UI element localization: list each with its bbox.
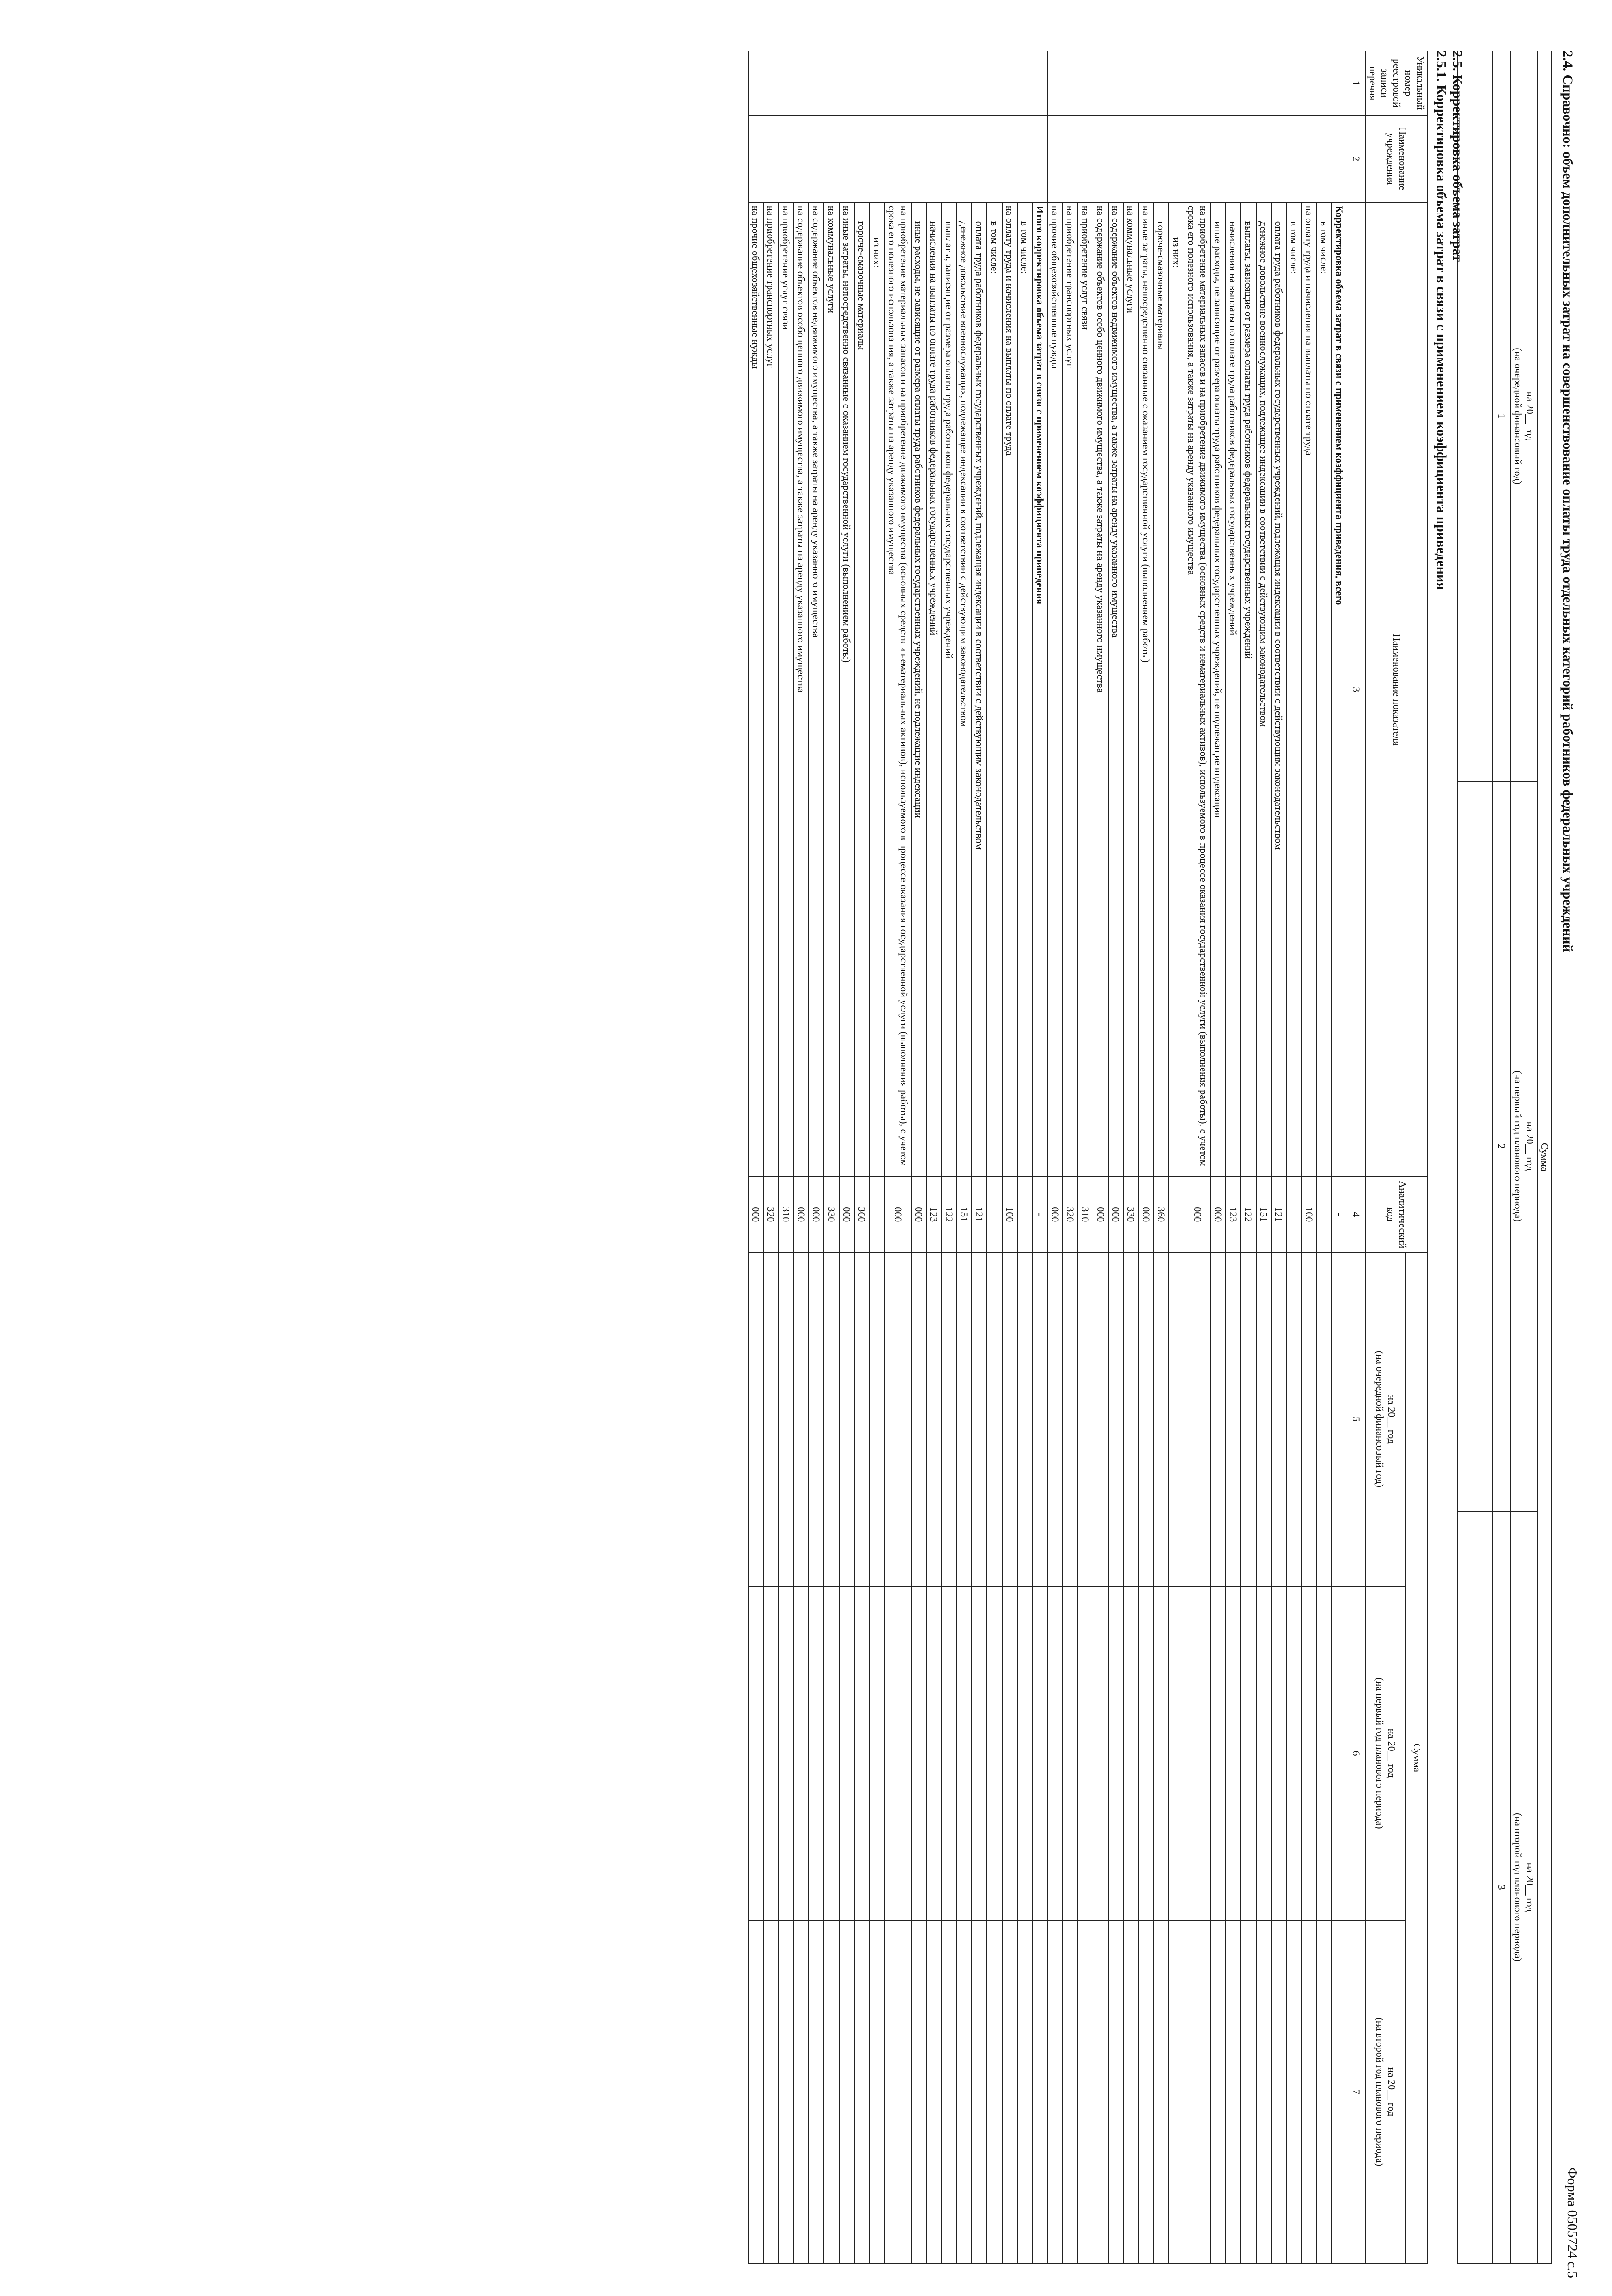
indicator-label: на содержание объектов недвижимого имущества, а также затраты на аренду указанного имущества [809, 203, 824, 1177]
analytic-code [869, 1177, 885, 1252]
sum-value-cell[interactable] [839, 1252, 854, 1586]
institution-name-header: Наименование учреждения [1365, 115, 1428, 203]
sum-value-cell[interactable] [1169, 1252, 1184, 1586]
sum-value-cell[interactable] [972, 1920, 987, 2263]
col-year-2-header: на 20__ год (на первый год планового периода) [1511, 781, 1537, 1511]
section-2-4-title: 2.4. Справочно: объем дополнительных затрат на совершенствование оплаты труда отдельных категорий работников федеральных учреждений [1560, 51, 1575, 952]
analytic-code: 151 [1256, 1177, 1271, 1252]
sum-value-cell[interactable] [987, 1586, 1002, 1920]
table-row [763, 51, 778, 2263]
col-number: 2 [1492, 781, 1511, 1511]
col-number: 6 [1347, 1586, 1365, 1920]
sum-value-cell[interactable] [885, 1586, 911, 1920]
sum-value-cell[interactable] [824, 1586, 839, 1920]
sum-value-cell[interactable] [1286, 1252, 1302, 1586]
indicator-label: в том числе: [1317, 203, 1332, 1177]
sum-value-cell[interactable] [1256, 1252, 1271, 1586]
table-row [1123, 51, 1139, 2263]
sum-value-cell[interactable] [1093, 1586, 1108, 1920]
table-row [824, 51, 839, 2263]
col-year-2-header: на 20__ год (на первый год планового периода) [1365, 1586, 1406, 1920]
indicator-label: в том числе: [1286, 203, 1302, 1177]
col-number: 3 [1347, 203, 1365, 1177]
table-row [1286, 51, 1302, 2263]
table-row [1302, 51, 1317, 2263]
sum-value-cell[interactable] [1286, 1920, 1302, 2263]
sum-value-cell[interactable] [1017, 1586, 1032, 1920]
col-number: 1 [1492, 51, 1511, 781]
sum-value-cell[interactable] [1108, 1920, 1123, 2263]
table-row [1184, 51, 1211, 2263]
analytic-code-header: Аналитический код [1365, 1177, 1428, 1252]
section-2-5-title: 2.5. Корректировка объема затрат [1450, 51, 1465, 262]
sum-value-cell[interactable] [1169, 1920, 1184, 2263]
table-row [911, 51, 926, 2263]
sum-value-cell[interactable] [1332, 1252, 1347, 1586]
sum-value-cell[interactable] [1256, 1920, 1271, 2263]
sum-value-cell[interactable] [1123, 1920, 1139, 2263]
table-row [1002, 51, 1017, 2263]
sum-value-cell[interactable] [1002, 1252, 1017, 1586]
table-row [1154, 51, 1169, 2263]
sum-value-cell[interactable] [1139, 1920, 1154, 2263]
analytic-code: 320 [1063, 1177, 1078, 1252]
sum-value-cell[interactable] [1154, 1586, 1169, 1920]
indicator-label: на коммунальные услуги [1123, 203, 1139, 1177]
sum-value-cell[interactable] [957, 1252, 972, 1586]
col-year-1-header: на 20__ год (на очередной финансовый год) [1511, 51, 1537, 781]
sum-value-cell[interactable] [763, 1920, 778, 2263]
table-row [1048, 51, 1063, 2263]
sum-value-cell[interactable] [911, 1252, 926, 1586]
sum-value-cell[interactable] [1241, 1920, 1256, 2263]
sum-value-cell[interactable] [854, 1586, 869, 1920]
col-year-3-header: на 20__ год (на второй год планового периода) [1365, 1920, 1406, 2263]
analytic-code: 100 [1002, 1177, 1017, 1252]
reg-no-header: Уникальный номер реестровой записи перечня [1365, 51, 1428, 115]
institution-name-cell[interactable] [1048, 115, 1347, 203]
sum-value-cell[interactable] [1093, 1252, 1108, 1586]
table-row [1078, 51, 1093, 2263]
sum-value-cell[interactable] [1078, 1920, 1093, 2263]
sum-value-cell[interactable] [824, 1920, 839, 2263]
sum-value-cell[interactable] [926, 1586, 941, 1920]
analytic-code: 000 [1211, 1177, 1226, 1252]
sum-header: Сумма [1537, 51, 1552, 2263]
indicator-label: горюче-смазочные материалы [854, 203, 869, 1177]
sum-value-cell[interactable] [1184, 1252, 1211, 1586]
sum-value-cell[interactable] [1032, 1586, 1048, 1920]
analytic-code: 123 [926, 1177, 941, 1252]
analytic-code [1317, 1177, 1332, 1252]
analytic-code: 000 [839, 1177, 854, 1252]
sum-value-cell[interactable] [957, 1920, 972, 2263]
reg-no-cell[interactable] [1048, 51, 1347, 115]
indicator-label: на коммунальные услуги [824, 203, 839, 1177]
col-number: 4 [1347, 1177, 1365, 1252]
analytic-code: 310 [1078, 1177, 1093, 1252]
sum-value-cell[interactable] [911, 1586, 926, 1920]
analytic-code: 000 [1108, 1177, 1123, 1252]
sum-value-cell[interactable] [1063, 1920, 1078, 2263]
sum-value-cell[interactable] [1286, 1586, 1302, 1920]
table-row [941, 51, 957, 2263]
analytic-code: 000 [1184, 1177, 1211, 1252]
col-number: 3 [1492, 1511, 1511, 2263]
analytic-code: 000 [1139, 1177, 1154, 1252]
indicator-label: на оплату труда и начисления на выплаты по оплате труда [1002, 203, 1017, 1177]
sum-value-cell[interactable] [1093, 1920, 1108, 2263]
sum-value-cell[interactable] [1002, 1920, 1017, 2263]
indicator-label: начисления на выплаты по оплате труда работников федеральных государственных учреждений [1226, 203, 1241, 1177]
table-row [1108, 51, 1123, 2263]
sum-value-cell[interactable] [1048, 1920, 1063, 2263]
sum-value-cell[interactable] [911, 1920, 926, 2263]
indicator-label: на содержание объектов особо ценного движимого имущества, а также затраты на аренду указанного имущества [794, 203, 809, 1177]
sum-value-cell[interactable] [941, 1920, 957, 2263]
correction-rows-block [1048, 51, 1347, 2263]
sum-value-cell[interactable] [1317, 1586, 1332, 1920]
sum-value-cell[interactable] [1226, 1586, 1241, 1920]
analytic-code: 122 [1241, 1177, 1256, 1252]
analytic-code: 330 [824, 1177, 839, 1252]
sum-value-cell[interactable] [1139, 1586, 1154, 1920]
indicator-label: выплаты, зависящие от размера оплаты труда работников федеральных государственных учреждений [1241, 203, 1256, 1177]
table-row [1139, 51, 1154, 2263]
sum-value-cell[interactable] [1002, 1586, 1017, 1920]
indicator-label: на прочие общехозяйственные нужды [1048, 203, 1063, 1177]
table-row [1063, 51, 1078, 2263]
sum-value-cell[interactable] [1256, 1586, 1271, 1920]
sum-value-cell[interactable] [1271, 1920, 1286, 2263]
table-row [1241, 51, 1256, 2263]
indicator-label: оплата труда работников федеральных государственных учреждений, подлежащая индексации в соответствии с действующим законодательством [1271, 203, 1286, 1177]
sum-value-cell[interactable] [794, 1586, 809, 1920]
indicator-label: на приобретение материальных запасов и на приобретение движимого имущества (основных средств и нематериальных активов), используемого в процессе оказания государственной услуги (выполнения работы), с учетом срока его полезного использования, а также затраты на аренду указанного имущества [1184, 203, 1211, 1177]
sum-value-cell[interactable] [1241, 1252, 1256, 1586]
analytic-code: 121 [1271, 1177, 1286, 1252]
sum-value-cell[interactable] [763, 1586, 778, 1920]
sum-value-cell[interactable] [1108, 1586, 1123, 1920]
indicator-label: иные расходы, не зависящие от размера оплаты труда работников федеральных государственных учреждений, не подлежащие индексации [1211, 203, 1226, 1177]
table-row [885, 51, 911, 2263]
sum-value-cell[interactable] [854, 1920, 869, 2263]
sum-value-cell[interactable] [987, 1920, 1002, 2263]
supplementary-costs-table [1457, 51, 1552, 2264]
sum-value-cell[interactable] [1271, 1252, 1286, 1586]
sum-value-cell[interactable] [972, 1586, 987, 1920]
cost-correction-table [748, 51, 1428, 2264]
col-year-3-header: на 20__ год (на второй год планового периода) [1511, 1511, 1537, 2263]
sum-value-cell[interactable] [987, 1252, 1002, 1586]
table-row [1032, 51, 1048, 2263]
sum-value-cell[interactable] [809, 1586, 824, 1920]
sum-value-cell[interactable] [748, 1920, 763, 2263]
indicator-header: Наименование показателя [1365, 203, 1428, 1177]
sum-value-cell[interactable] [972, 1252, 987, 1586]
sum-value-cell[interactable] [1317, 1920, 1332, 2263]
sum-value-cell[interactable] [1139, 1252, 1154, 1586]
sum-value-cell[interactable] [1211, 1252, 1226, 1586]
analytic-code [1017, 1177, 1032, 1252]
analytic-code: 151 [957, 1177, 972, 1252]
sum-value-cell[interactable] [869, 1252, 885, 1586]
analytic-code [1169, 1177, 1184, 1252]
sum-value-cell[interactable] [839, 1586, 854, 1920]
sum-value-cell[interactable] [941, 1586, 957, 1920]
col-number: 1 [1347, 51, 1365, 115]
sum-value-cell[interactable] [957, 1586, 972, 1920]
table-row [809, 51, 824, 2263]
sum-value-cell[interactable] [748, 1586, 763, 1920]
analytic-code: 000 [748, 1177, 763, 1252]
analytic-code: 122 [941, 1177, 957, 1252]
sum-value-cell[interactable] [1302, 1252, 1317, 1586]
analytic-code: - [1032, 1177, 1048, 1252]
indicator-label: на приобретение транспортных услуг [1063, 203, 1078, 1177]
analytic-code: 000 [809, 1177, 824, 1252]
table-row [957, 51, 972, 2263]
value-cell[interactable] [1457, 1511, 1492, 2263]
sum-value-cell[interactable] [885, 1920, 911, 2263]
sum-value-cell[interactable] [794, 1920, 809, 2263]
sum-value-cell[interactable] [941, 1252, 957, 1586]
sum-value-cell[interactable] [926, 1252, 941, 1586]
sum-value-cell[interactable] [1302, 1586, 1317, 1920]
sum-value-cell[interactable] [1123, 1586, 1139, 1920]
section-2-5-1-title: 2.5.1. Корректировка объема затрат в связи с применением коэффициента приведения [1434, 51, 1449, 590]
sum-value-cell[interactable] [1241, 1586, 1256, 1920]
sum-value-cell[interactable] [809, 1252, 824, 1586]
indicator-label: Итого корректировка объема затрат в связи с применением коэффициента приведения [1032, 203, 1048, 1177]
sum-value-cell[interactable] [1154, 1920, 1169, 2263]
sum-value-cell[interactable] [1017, 1920, 1032, 2263]
sum-value-cell[interactable] [885, 1252, 911, 1586]
col-number: 7 [1347, 1920, 1365, 2263]
sum-value-cell[interactable] [1063, 1252, 1078, 1586]
sum-value-cell[interactable] [1063, 1586, 1078, 1920]
total-correction-rows-block [748, 51, 1048, 2263]
sum-value-cell[interactable] [926, 1920, 941, 2263]
indicator-label: на иные затраты, непосредственно связанные с оказанием государственной услуги (выполнением работы) [839, 203, 854, 1177]
indicator-label: на прочие общехозяйственные нужды [748, 203, 763, 1177]
sum-value-cell[interactable] [1123, 1252, 1139, 1586]
sum-value-cell[interactable] [1271, 1586, 1286, 1920]
sum-value-cell[interactable] [1226, 1252, 1241, 1586]
sum-value-cell[interactable] [763, 1252, 778, 1586]
indicator-label: горюче-смазочные материалы [1154, 203, 1169, 1177]
sum-value-cell[interactable] [854, 1252, 869, 1586]
analytic-code: 000 [794, 1177, 809, 1252]
sum-value-cell[interactable] [1184, 1586, 1211, 1920]
sum-value-cell[interactable] [839, 1920, 854, 2263]
indicator-label: денежное довольствие военнослужащих, подлежащее индексации в соответствии с действующим законодательством [957, 203, 972, 1177]
analytic-code [1286, 1177, 1302, 1252]
indicator-label: оплата труда работников федеральных государственных учреждений, подлежащая индексации в соответствии с действующим законодательством [972, 203, 987, 1177]
indicator-label: на иные затраты, непосредственно связанные с оказанием государственной услуги (выполнением работы) [1139, 203, 1154, 1177]
analytic-code [987, 1177, 1002, 1252]
sum-value-cell[interactable] [1032, 1920, 1048, 2263]
indicator-label: в том числе: [987, 203, 1002, 1177]
sum-value-cell[interactable] [1154, 1252, 1169, 1586]
analytic-code: 330 [1123, 1177, 1139, 1252]
sum-value-cell[interactable] [1017, 1252, 1032, 1586]
sum-value-cell[interactable] [1078, 1252, 1093, 1586]
sum-value-cell[interactable] [1302, 1920, 1317, 2263]
table-row [778, 51, 794, 2263]
sum-value-cell[interactable] [1108, 1252, 1123, 1586]
analytic-code: 310 [778, 1177, 794, 1252]
col-year-1-header: на 20__ год (на очередной финансовый год) [1365, 1252, 1406, 1586]
table-row [987, 51, 1002, 2263]
table-row [869, 51, 885, 2263]
indicator-label: на оплату труда и начисления на выплаты по оплате труда [1302, 203, 1317, 1177]
indicator-label: на приобретение услуг связи [1078, 203, 1093, 1177]
sum-value-cell[interactable] [1048, 1586, 1063, 1920]
sum-value-cell[interactable] [824, 1252, 839, 1586]
table-row [1271, 51, 1286, 2263]
analytic-code: 000 [1093, 1177, 1108, 1252]
table-row [1093, 51, 1108, 2263]
sum-value-cell[interactable] [809, 1920, 824, 2263]
analytic-code: 100 [1302, 1177, 1317, 1252]
table-row [1226, 51, 1241, 2263]
table-row [972, 51, 987, 2263]
indicator-label: на приобретение транспортных услуг [763, 203, 778, 1177]
indicator-label: из них: [869, 203, 885, 1177]
table-row [1169, 51, 1184, 2263]
sum-value-cell[interactable] [1332, 1920, 1347, 2263]
indicator-label: в том числе: [1017, 203, 1032, 1177]
table-row [1017, 51, 1032, 2263]
analytic-code: 121 [972, 1177, 987, 1252]
analytic-code: 000 [911, 1177, 926, 1252]
value-cell[interactable] [1457, 781, 1492, 1511]
analytic-code: 000 [885, 1177, 911, 1252]
empty-merged-cell [748, 115, 1048, 203]
table-row [748, 51, 763, 2263]
sum-value-cell[interactable] [1211, 1586, 1226, 1920]
indicator-label: на приобретение услуг связи [778, 203, 794, 1177]
sum-header: Сумма [1406, 1252, 1428, 2263]
indicator-label: выплаты, зависящие от размера оплаты труда работников федеральных государственных учреждений [941, 203, 957, 1177]
table-row [839, 51, 854, 2263]
indicator-label: Корректировка объема затрат в связи с применением коэффициента приведения, всего [1332, 203, 1347, 1177]
empty-merged-cell [748, 51, 1048, 115]
table-row [794, 51, 809, 2263]
sum-value-cell[interactable] [1078, 1586, 1093, 1920]
sum-value-cell[interactable] [778, 1586, 794, 1920]
indicator-label: на содержание объектов недвижимого имущества, а также затраты на аренду указанного имущества [1108, 203, 1123, 1177]
col-number: 2 [1347, 115, 1365, 203]
sum-value-cell[interactable] [1211, 1920, 1226, 2263]
indicator-label: на приобретение материальных запасов и на приобретение движимого имущества (основных средств и нематериальных активов), используемого в процессе оказания государственной услуги (выполнения работы), с учетом срока его полезного использования, а также затраты на аренду указанного имущества [885, 203, 911, 1177]
sum-value-cell[interactable] [1317, 1252, 1332, 1586]
table-row [854, 51, 869, 2263]
indicator-label: из них: [1169, 203, 1184, 1177]
analytic-code: 320 [763, 1177, 778, 1252]
analytic-code: 360 [1154, 1177, 1169, 1252]
col-number: 5 [1347, 1252, 1365, 1586]
analytic-code: - [1332, 1177, 1347, 1252]
sum-value-cell[interactable] [1169, 1586, 1184, 1920]
sum-value-cell[interactable] [869, 1586, 885, 1920]
indicator-label: денежное довольствие военнослужащих, подлежащее индексации в соответствии с действующим законодательством [1256, 203, 1271, 1177]
table-row [1256, 51, 1271, 2263]
analytic-code: 000 [1048, 1177, 1063, 1252]
table-row [926, 51, 941, 2263]
indicator-label: иные расходы, не зависящие от размера оплаты труда работников федеральных государственных учреждений, не подлежащие индексации [911, 203, 926, 1177]
sum-value-cell[interactable] [869, 1920, 885, 2263]
sum-value-cell[interactable] [794, 1252, 809, 1586]
analytic-code: 360 [854, 1177, 869, 1252]
sum-value-cell[interactable] [748, 1252, 763, 1586]
sum-value-cell[interactable] [1032, 1252, 1048, 1586]
sum-value-cell[interactable] [1226, 1920, 1241, 2263]
table-row [1332, 51, 1347, 2263]
indicator-label: на содержание объектов особо ценного движимого имущества, а также затраты на аренду указанного имущества [1093, 203, 1108, 1177]
table-row [1211, 51, 1226, 2263]
form-code: Форма 0505724 с.5 [1565, 2167, 1580, 2278]
indicator-label: начисления на выплаты по оплате труда работников федеральных государственных учреждений [926, 203, 941, 1177]
analytic-code: 123 [1226, 1177, 1241, 1252]
sum-value-cell[interactable] [1184, 1920, 1211, 2263]
sum-value-cell[interactable] [1332, 1586, 1347, 1920]
sum-value-cell[interactable] [1048, 1252, 1063, 1586]
sum-value-cell[interactable] [778, 1920, 794, 2263]
table-row [1317, 51, 1332, 2263]
sum-value-cell[interactable] [778, 1252, 794, 1586]
